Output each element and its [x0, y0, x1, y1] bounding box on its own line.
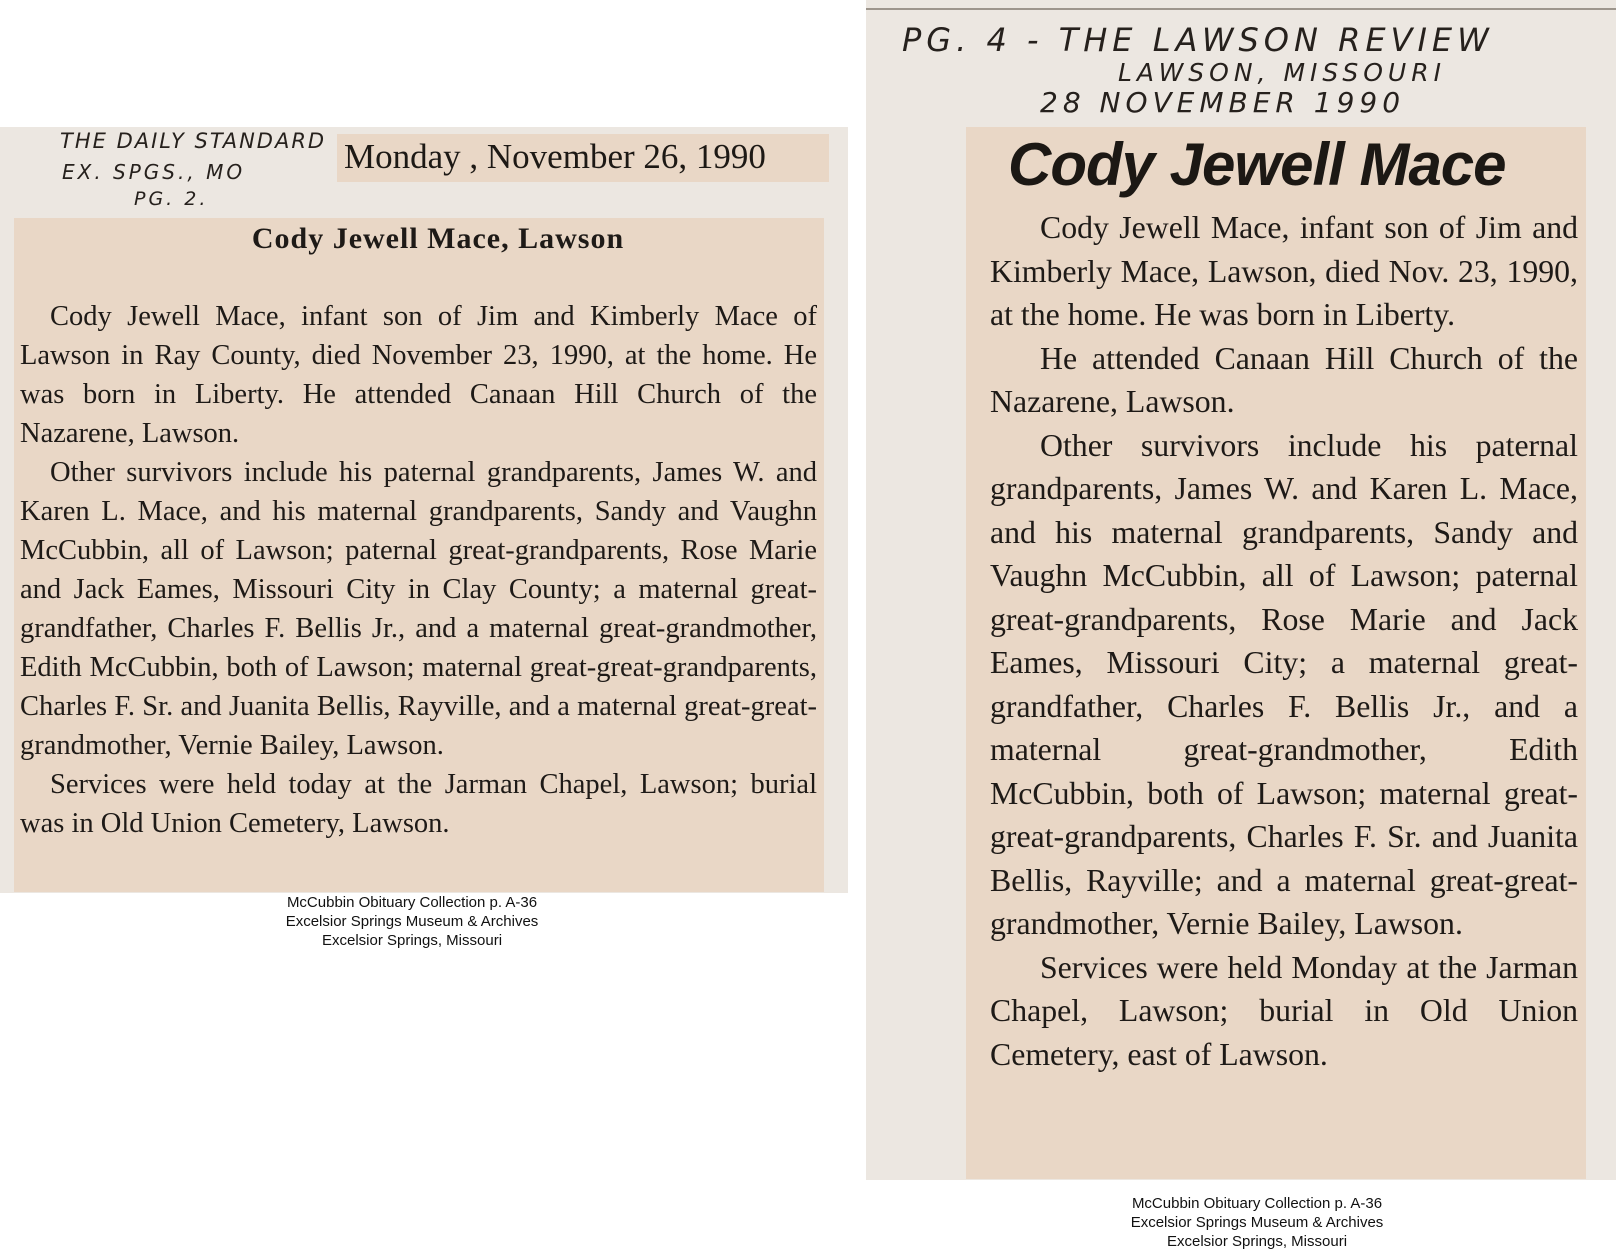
right-handwritten-source-line2: LAWSON, MISSOURI — [1118, 58, 1446, 87]
right-paragraph-2: He attended Canaan Hill Church of the Nazarene, Lawson. — [990, 340, 1578, 419]
right-article-body — [990, 206, 1578, 1076]
left-archive-caption — [192, 893, 632, 950]
right-paragraph-1: Cody Jewell Mace, infant son of Jim and Kimberly Mace, Lawson, died Nov. 23, 1990, at the home. He was born in Liberty. — [990, 210, 1578, 332]
right-top-edge-line — [866, 8, 1616, 10]
left-caption-line1: McCubbin Obituary Collection p. A-36 — [286, 894, 538, 911]
right-caption-line2: Excelsior Springs Museum & Archives — [1130, 1214, 1384, 1231]
right-paragraph-3: Other survivors include his paternal grandparents, James W. and Karen L. Mace, and his maternal grandparents, Sandy and Vaughn McCubbin, all of Lawson; paternal great-grandparents, Rose Marie and Jack Eames, Missouri City; a maternal great-grandfather, Charles F. Bellis Jr., and a maternal great-grandmother, Edith McCubbin, both of Lawson; maternal great-great-grandparents, Charles F. Sr. and Juanita Bellis, Rayville; and a maternal great-great-grandmother, Vernie Bailey, Lawson. — [990, 427, 1578, 941]
right-handwritten-source-line1: PG. 4 - THE LAWSON REVIEW — [902, 21, 1494, 59]
left-paragraph-2: Other survivors include his paternal grandparents, James W. and Karen L. Mace, and his maternal grandparents, Sandy and Vaughn McCubbin, all of Lawson; paternal great-grandparents, Rose Marie and Jack Eames, Missouri City in Clay County; a maternal great-grandfather, Charles F. Bellis Jr., and a maternal great-grandmother, Edith McCubbin, both of Lawson; maternal great-great-grandparents, Charles F. Sr. and Juanita Bellis, Rayville, and a maternal great-great-grandmother, Vernie Bailey, Lawson. — [20, 457, 817, 761]
left-handwritten-source-line2: EX. SPGS., MO — [62, 160, 246, 184]
right-paragraph-4: Services were held Monday at the Jarman Chapel, Lawson; burial in Old Union Cemetery, east of Lawson. — [990, 949, 1578, 1072]
left-date: Monday , November 26, 1990 — [344, 137, 766, 176]
left-article-body — [20, 297, 817, 843]
right-archive-caption — [1037, 1194, 1477, 1251]
right-caption-line3: Excelsior Springs, Missouri — [1166, 1233, 1348, 1250]
left-handwritten-source-line1: THE DAILY STANDARD — [60, 129, 327, 153]
left-handwritten-source-line3: PG. 2. — [134, 188, 209, 210]
left-caption-line3: Excelsior Springs, Missouri — [321, 932, 503, 949]
right-caption-line1: McCubbin Obituary Collection p. A-36 — [1131, 1195, 1383, 1212]
left-caption-line2: Excelsior Springs Museum & Archives — [285, 913, 539, 930]
left-headline: Cody Jewell Mace, Lawson — [251, 222, 625, 255]
left-paragraph-3: Services were held today at the Jarman Chapel, Lawson; burial was in Old Union Cemetery, Lawson. — [20, 769, 817, 839]
right-headline: Cody Jewell Mace — [1008, 131, 1506, 198]
right-handwritten-source-line3: 28 NOVEMBER 1990 — [1040, 86, 1406, 119]
left-paragraph-1: Cody Jewell Mace, infant son of Jim and Kimberly Mace of Lawson in Ray County, died November 23, 1990, at the home. He was born in Liberty. He attended Canaan Hill Church of the Nazarene, Lawson. — [20, 301, 817, 449]
